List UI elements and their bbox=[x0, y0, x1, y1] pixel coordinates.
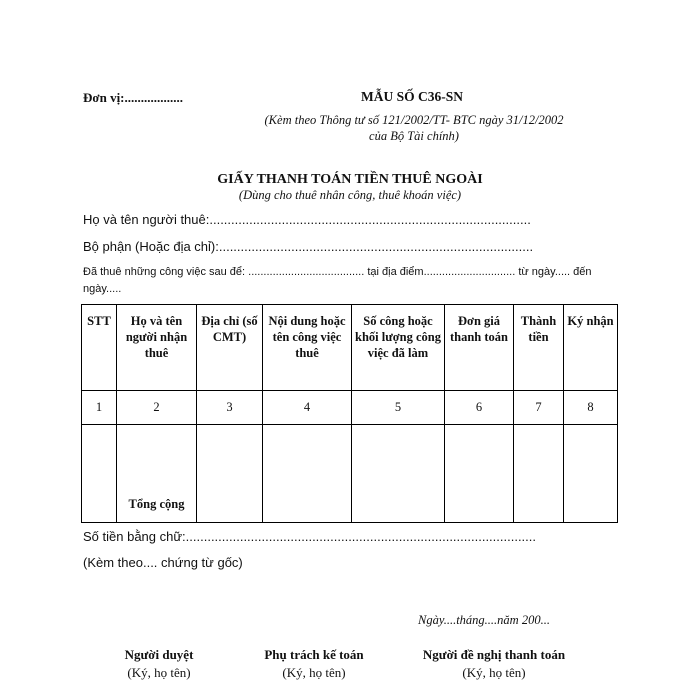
signature-note: (Ký, họ tên) bbox=[462, 665, 526, 680]
signature-chief-accountant bbox=[246, 646, 382, 682]
reference-line-2: của Bộ Tài chính) bbox=[369, 129, 459, 143]
department-field: Bộ phận (Hoặc địa chỉ):....................................................................................... bbox=[83, 239, 534, 254]
reference-note bbox=[230, 112, 598, 144]
table-cell bbox=[263, 425, 352, 523]
document-subtitle: (Dùng cho thuê nhân công, thuê khoán việc) bbox=[238, 188, 462, 202]
table-cell bbox=[197, 425, 263, 523]
header-unit-price: Đơn giá thanh toán bbox=[445, 305, 514, 391]
signature-title: Người duyệt bbox=[124, 647, 194, 662]
table-body-row bbox=[82, 425, 618, 523]
form-number: MẪU SỐ C36-SN bbox=[361, 89, 464, 104]
header-work-quantity: Số công hoặc khối lượng công việc đã làm bbox=[352, 305, 445, 391]
signature-title: Phụ trách kế toán bbox=[264, 647, 364, 662]
column-number: 3 bbox=[197, 391, 263, 425]
signature-requester bbox=[412, 646, 576, 682]
work-description-field: Đã thuê những công việc sau để: ...................................... tại địa điểm.............................. từ ngày..... đến ngày..... bbox=[83, 266, 592, 295]
column-number: 1 bbox=[82, 391, 117, 425]
column-number: 2 bbox=[117, 391, 197, 425]
column-number: 7 bbox=[514, 391, 564, 425]
attachment-note: (Kèm theo.... chứng từ gốc) bbox=[83, 555, 243, 570]
table-cell bbox=[564, 425, 618, 523]
column-number: 8 bbox=[564, 391, 618, 425]
signature-note: (Ký, họ tên) bbox=[127, 665, 191, 680]
column-number-row bbox=[82, 391, 618, 425]
table-cell bbox=[82, 425, 117, 523]
payment-table bbox=[81, 304, 618, 523]
header-stt: STT bbox=[82, 305, 117, 391]
signature-title: Người đề nghị thanh toán bbox=[422, 647, 566, 662]
table-cell bbox=[352, 425, 445, 523]
header-signature: Ký nhận bbox=[564, 305, 618, 391]
column-number: 4 bbox=[263, 391, 352, 425]
table-cell bbox=[514, 425, 564, 523]
table-cell bbox=[445, 425, 514, 523]
date-line: Ngày....tháng....năm 200... bbox=[418, 613, 550, 627]
amount-in-words-field: Số tiền bằng chữ:................................................................................................. bbox=[83, 529, 537, 544]
header-job-content: Nội dung hoặc tên công việc thuê bbox=[263, 305, 352, 391]
total-label: Tổng cộng bbox=[117, 425, 197, 523]
header-address: Địa chỉ (số CMT) bbox=[197, 305, 263, 391]
signature-note: (Ký, họ tên) bbox=[282, 665, 346, 680]
reference-line-1: (Kèm theo Thông tư số 121/2002/TT- BTC ngày 31/12/2002 bbox=[264, 113, 564, 127]
header-amount: Thành tiền bbox=[514, 305, 564, 391]
column-number: 6 bbox=[445, 391, 514, 425]
column-number: 5 bbox=[352, 391, 445, 425]
table-header-row bbox=[82, 305, 618, 391]
signature-approver bbox=[100, 646, 218, 682]
header-recipient-name: Họ và tên người nhận thuê bbox=[117, 305, 197, 391]
renter-name-field: Họ và tên người thuê:......................................................................................... bbox=[83, 212, 531, 227]
document-title: GIẤY THANH TOÁN TIỀN THUÊ NGOÀI bbox=[217, 172, 483, 187]
unit-label: Đơn vị:.................. bbox=[83, 90, 184, 105]
